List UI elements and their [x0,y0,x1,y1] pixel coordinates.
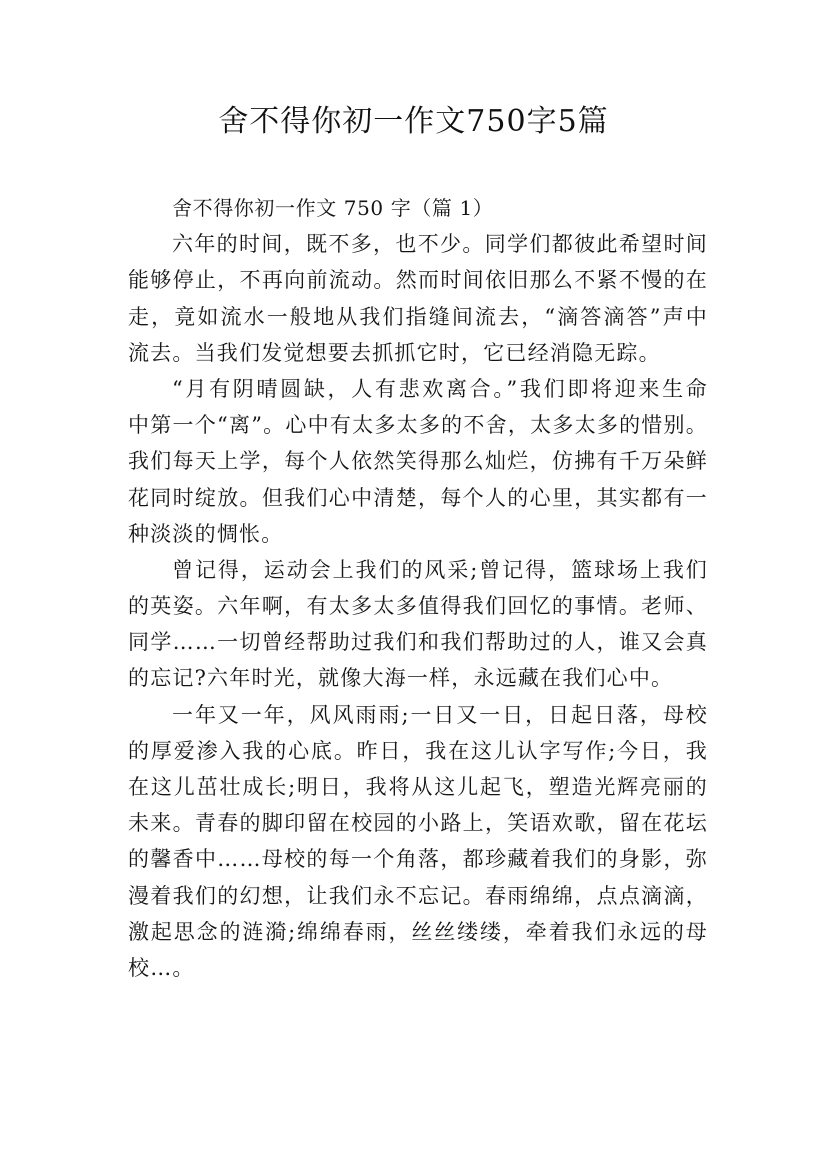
document-body [128,190,708,986]
paragraph-line: 的英姿。六年啊，有太多太多值得我们回忆的事情。老师、 [128,594,708,619]
paragraph-line: 六年的时间，既不多，也不少。同学们都彼此希望时间 [172,232,708,257]
paragraph-line: 在这儿茁壮成长;明日，我将从这儿起飞，塑造光辉亮丽的 [128,775,708,799]
paragraph-line: 同学……一切曾经帮助过我们和我们帮助过的人，谁又会真 [128,630,708,655]
paragraph-line: 曾记得，运动会上我们的风采;曾记得，篮球场上我们 [172,557,708,582]
paragraph-line: 一年又一年，风风雨雨;一日又一日，日起日落，母校 [172,702,708,727]
paragraph-line: 激起思念的涟漪;绵绵春雨，丝丝缕缕，牵着我们永远的母 [128,919,708,944]
document-title: 舍不得你初一作文750字5篇 [218,104,609,139]
paragraph-line: 的馨香中……母校的每一个角落，都珍藏着我们的身影，弥 [128,847,708,872]
paragraph-2 [128,371,708,552]
paragraph-line: 我们每天上学，每个人依然笑得那么灿烂，仿拂有千万朵鲜 [128,449,708,474]
section-heading: 舍不得你初一作文 750 字（篇 1） [172,196,494,220]
paragraph-line: 未来。青春的脚印留在校园的小路上，笑语欢歌，留在花坛 [128,811,708,836]
paragraph-line: “月有阴晴圆缺，人有悲欢离合。”我们即将迎来生命 [172,376,708,401]
paragraph-line: 流去。当我们发觉想要去抓抓它时，它已经消隐无踪。 [128,340,661,365]
paragraph-line: 的忘记?六年时光，就像大海一样，永远藏在我们心中。 [128,666,674,691]
paragraph-3 [128,552,708,697]
paragraph-line: 中第一个“离”。心中有太多太多的不舍，太多太多的惜别。 [128,413,708,438]
paragraph-4 [128,697,708,987]
paragraph-line: 校…。 [128,955,195,980]
paragraph-line: 漫着我们的幻想，让我们永不忘记。春雨绵绵，点点滴滴， [128,883,708,908]
paragraph-line: 走，竟如流水一般地从我们指缝间流去，“滴答滴答”声中 [128,304,708,329]
paragraph-line: 的厚爱渗入我的心底。昨日，我在这儿认字写作;今日，我 [128,738,708,763]
paragraph-line: 种淡淡的惆怅。 [128,521,284,546]
paragraph-line: 能够停止，不再向前流动。然而时间依旧那么不紧不慢的在 [128,268,708,293]
paragraph-line: 花同时绽放。但我们心中清楚，每个人的心里，其实都有一 [128,485,708,510]
paragraph-1 [128,226,708,371]
